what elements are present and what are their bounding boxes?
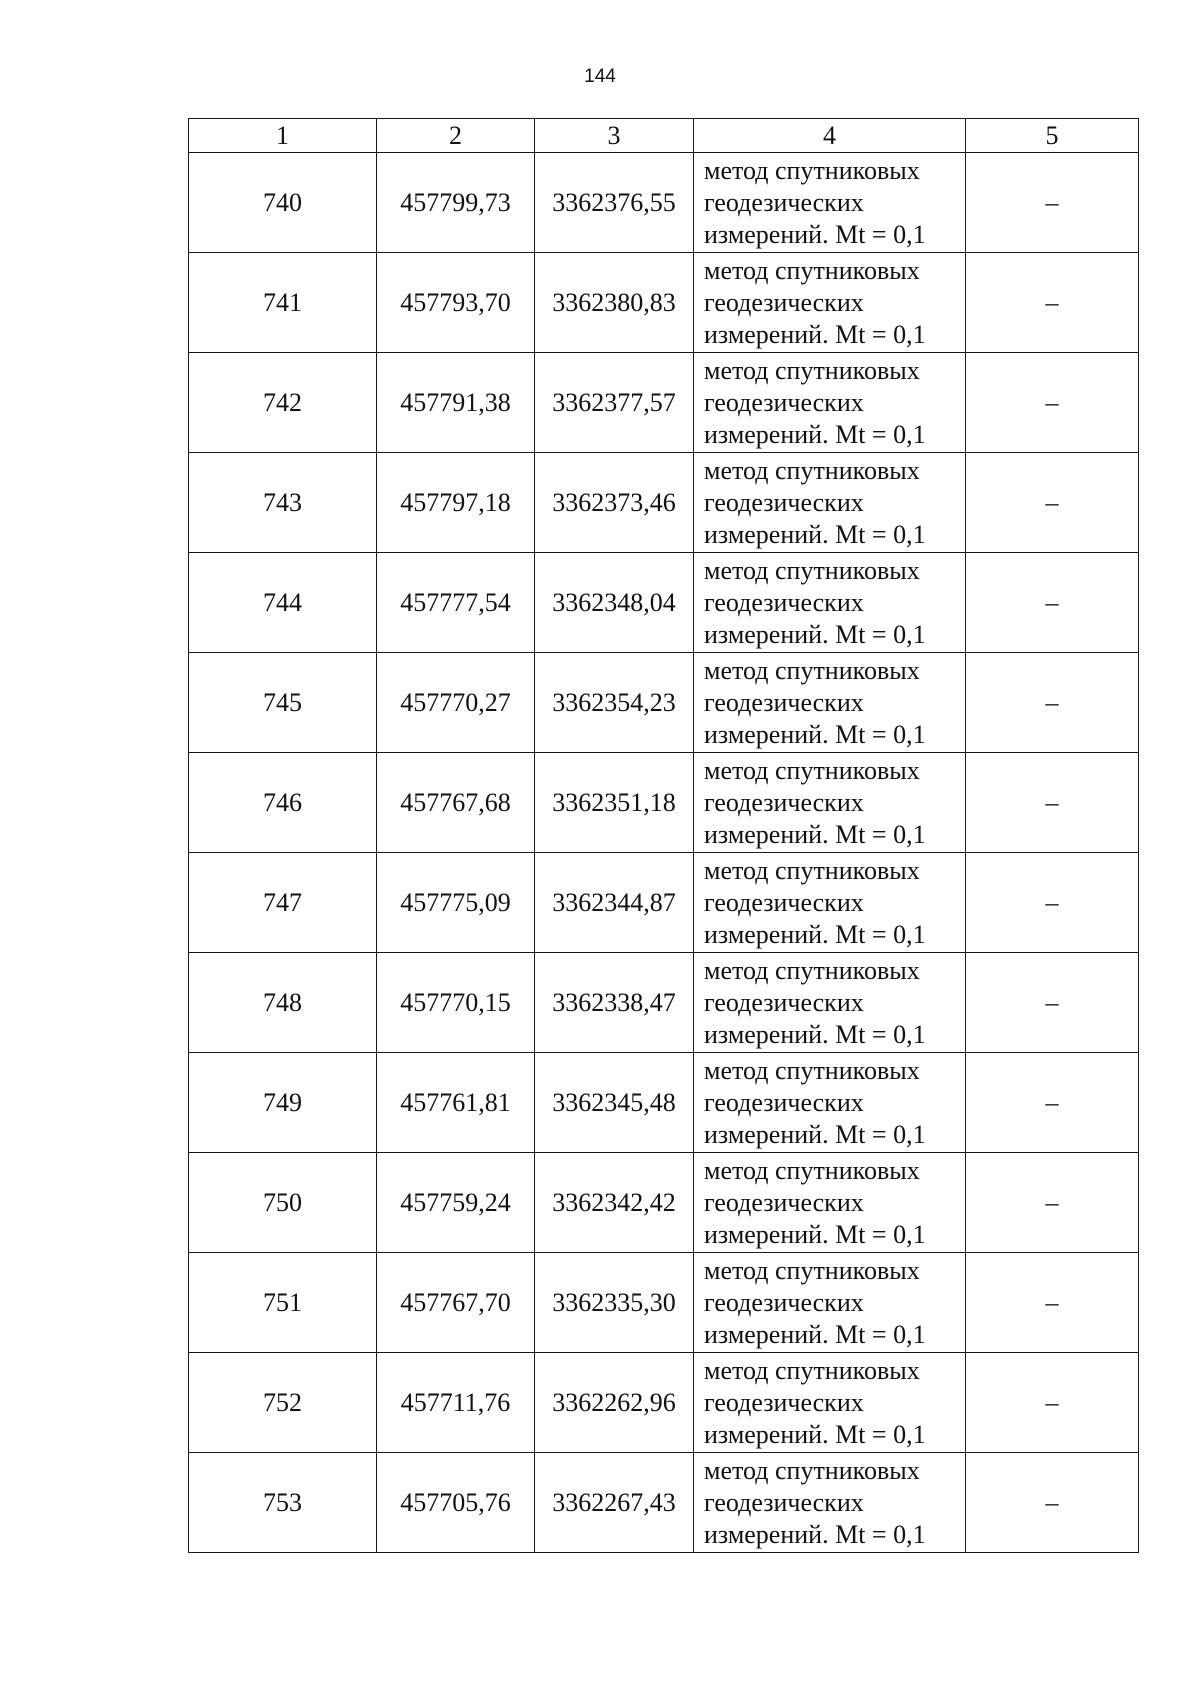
method-text: метод спутниковых геодезических измерений. Mt = 0,1: [704, 1255, 926, 1349]
method-cell: [694, 1153, 966, 1253]
x-coordinate-cell: 457767,68: [377, 753, 535, 853]
y-coordinate-cell: 3362376,55: [535, 153, 694, 253]
method-cell: [694, 653, 966, 753]
point-number-cell: 751: [189, 1253, 377, 1353]
x-coordinate-cell: 457797,18: [377, 453, 535, 553]
method-text: метод спутниковых геодезических измерений. Mt = 0,1: [704, 1155, 926, 1249]
method-text: метод спутниковых геодезических измерений. Mt = 0,1: [704, 655, 926, 749]
method-text: метод спутниковых геодезических измерений. Mt = 0,1: [704, 1355, 926, 1449]
note-cell: –: [966, 253, 1139, 353]
point-number-cell: 746: [189, 753, 377, 853]
point-number-cell: 748: [189, 953, 377, 1053]
y-coordinate-cell: 3362345,48: [535, 1053, 694, 1153]
method-cell: [694, 953, 966, 1053]
note-cell: –: [966, 653, 1139, 753]
y-coordinate-cell: 3362262,96: [535, 1353, 694, 1453]
method-text: метод спутниковых геодезических измерений. Mt = 0,1: [704, 155, 926, 249]
note-cell: –: [966, 153, 1139, 253]
table-header: [189, 119, 1139, 153]
table-row: [189, 653, 1139, 753]
method-text: метод спутниковых геодезических измерений. Mt = 0,1: [704, 355, 926, 449]
table-row: [189, 1153, 1139, 1253]
method-cell: [694, 1253, 966, 1353]
point-number-cell: 749: [189, 1053, 377, 1153]
x-coordinate-cell: 457793,70: [377, 253, 535, 353]
note-cell: –: [966, 853, 1139, 953]
table-body: [189, 153, 1139, 1553]
note-cell: –: [966, 953, 1139, 1053]
method-cell: [694, 353, 966, 453]
point-number-cell: 745: [189, 653, 377, 753]
method-cell: [694, 153, 966, 253]
table-row: [189, 553, 1139, 653]
y-coordinate-cell: 3362377,57: [535, 353, 694, 453]
point-number-cell: 742: [189, 353, 377, 453]
table-row: [189, 953, 1139, 1053]
point-number-cell: 740: [189, 153, 377, 253]
method-cell: [694, 453, 966, 553]
method-cell: [694, 1353, 966, 1453]
header-col-1: 1: [189, 119, 377, 153]
method-text: метод спутниковых геодезических измерений. Mt = 0,1: [704, 455, 926, 549]
y-coordinate-cell: 3362380,83: [535, 253, 694, 353]
table-row: [189, 1453, 1139, 1553]
method-cell: [694, 553, 966, 653]
header-row: [189, 119, 1139, 153]
point-number-cell: 750: [189, 1153, 377, 1253]
method-text: метод спутниковых геодезических измерений. Mt = 0,1: [704, 1055, 926, 1149]
header-col-2: 2: [377, 119, 535, 153]
x-coordinate-cell: 457705,76: [377, 1453, 535, 1553]
x-coordinate-cell: 457767,70: [377, 1253, 535, 1353]
method-cell: [694, 853, 966, 953]
method-text: метод спутниковых геодезических измерений. Mt = 0,1: [704, 855, 926, 949]
note-cell: –: [966, 753, 1139, 853]
y-coordinate-cell: 3362351,18: [535, 753, 694, 853]
method-text: метод спутниковых геодезических измерений. Mt = 0,1: [704, 1455, 926, 1549]
table-row: [189, 453, 1139, 553]
x-coordinate-cell: 457799,73: [377, 153, 535, 253]
y-coordinate-cell: 3362338,47: [535, 953, 694, 1053]
method-text: метод спутниковых геодезических измерений. Mt = 0,1: [704, 255, 926, 349]
y-coordinate-cell: 3362267,43: [535, 1453, 694, 1553]
note-cell: –: [966, 453, 1139, 553]
y-coordinate-cell: 3362342,42: [535, 1153, 694, 1253]
note-cell: –: [966, 1453, 1139, 1553]
table-row: [189, 853, 1139, 953]
table-row: [189, 153, 1139, 253]
table-row: [189, 753, 1139, 853]
note-cell: –: [966, 1253, 1139, 1353]
x-coordinate-cell: 457759,24: [377, 1153, 535, 1253]
header-col-4: 4: [694, 119, 966, 153]
method-cell: [694, 1453, 966, 1553]
point-number-cell: 743: [189, 453, 377, 553]
x-coordinate-cell: 457770,27: [377, 653, 535, 753]
y-coordinate-cell: 3362335,30: [535, 1253, 694, 1353]
method-text: метод спутниковых геодезических измерений. Mt = 0,1: [704, 755, 926, 849]
table-row: [189, 1353, 1139, 1453]
y-coordinate-cell: 3362354,23: [535, 653, 694, 753]
coordinates-table: [188, 118, 1139, 1553]
point-number-cell: 752: [189, 1353, 377, 1453]
x-coordinate-cell: 457770,15: [377, 953, 535, 1053]
x-coordinate-cell: 457761,81: [377, 1053, 535, 1153]
point-number-cell: 744: [189, 553, 377, 653]
method-cell: [694, 253, 966, 353]
y-coordinate-cell: 3362373,46: [535, 453, 694, 553]
x-coordinate-cell: 457711,76: [377, 1353, 535, 1453]
table-row: [189, 1053, 1139, 1153]
x-coordinate-cell: 457777,54: [377, 553, 535, 653]
header-col-3: 3: [535, 119, 694, 153]
note-cell: –: [966, 1353, 1139, 1453]
point-number-cell: 753: [189, 1453, 377, 1553]
method-cell: [694, 1053, 966, 1153]
page-number: 144: [584, 66, 616, 87]
note-cell: –: [966, 553, 1139, 653]
point-number-cell: 747: [189, 853, 377, 953]
note-cell: –: [966, 1053, 1139, 1153]
table-row: [189, 353, 1139, 453]
y-coordinate-cell: 3362348,04: [535, 553, 694, 653]
note-cell: –: [966, 353, 1139, 453]
point-number-cell: 741: [189, 253, 377, 353]
header-col-5: 5: [966, 119, 1139, 153]
table-row: [189, 1253, 1139, 1353]
x-coordinate-cell: 457791,38: [377, 353, 535, 453]
table-row: [189, 253, 1139, 353]
x-coordinate-cell: 457775,09: [377, 853, 535, 953]
y-coordinate-cell: 3362344,87: [535, 853, 694, 953]
note-cell: –: [966, 1153, 1139, 1253]
method-cell: [694, 753, 966, 853]
method-text: метод спутниковых геодезических измерений. Mt = 0,1: [704, 955, 926, 1049]
method-text: метод спутниковых геодезических измерений. Mt = 0,1: [704, 555, 926, 649]
